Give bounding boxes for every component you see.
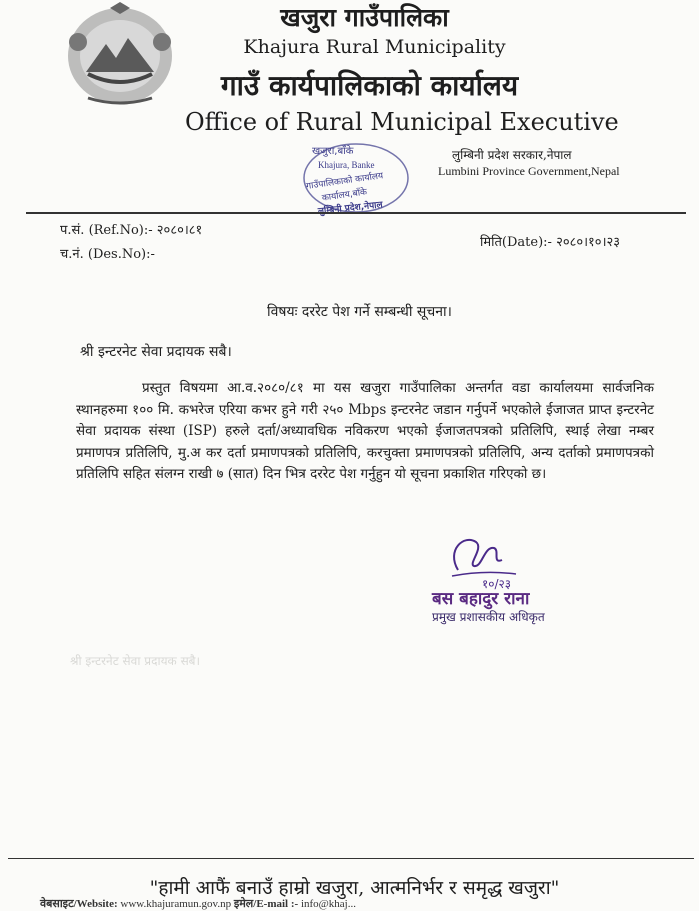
office-name-np: गाउँ कार्यपालिकाको कार्यालय bbox=[220, 69, 519, 102]
office-stamp bbox=[300, 140, 412, 218]
website-label: वेबसाइट/Website: bbox=[40, 898, 118, 910]
header-divider bbox=[26, 212, 686, 214]
stamp-line-2: Khajura, Banke bbox=[318, 160, 375, 170]
date-label: मिति(Date):- bbox=[480, 235, 552, 250]
municipality-name-en: Khajura Rural Municipality bbox=[243, 36, 506, 58]
office-name-en: Office of Rural Municipal Executive bbox=[185, 108, 619, 136]
ref-no bbox=[60, 220, 202, 238]
province-np: लुम्बिनी प्रदेश सरकार,नेपाल bbox=[452, 148, 572, 162]
stamp-line-1: खजुरा,बाँके bbox=[312, 146, 354, 157]
subject-line: विषयः दररेट पेश गर्ने सम्बन्धी सूचना। bbox=[267, 304, 452, 320]
signatory-title: प्रमुख प्रशासकीय अधिकृत bbox=[432, 610, 545, 624]
motto: "हामी आफैं बनाउँ हाम्रो खजुरा, आत्मनिर्भर र समृद्ध खजुरा" bbox=[149, 877, 560, 899]
stamp-line-4: कार्यालय,बाँके bbox=[321, 187, 368, 204]
letter-date bbox=[480, 232, 620, 250]
footer-divider bbox=[8, 858, 694, 859]
des-no: च.नं. (Des.No):- bbox=[60, 247, 155, 262]
province-en: Lumbini Province Government,Nepal bbox=[438, 164, 620, 178]
signatory-name: बस बहादुर राना bbox=[432, 589, 530, 609]
stamp-line-5: लुम्बिनी प्रदेश,नेपाल bbox=[317, 200, 384, 217]
ref-value: २०८०।८१ bbox=[156, 223, 203, 238]
bleed-through-text: श्री इन्टरनेट सेवा प्रदायक सबै। bbox=[70, 654, 201, 668]
stamp-line-3: गाउँपालिकाको कार्यालय bbox=[305, 171, 384, 192]
date-value: २०८०।१०।२३ bbox=[556, 235, 621, 250]
municipality-name-np: खजुरा गाउँपालिका bbox=[280, 3, 449, 32]
email-address[interactable]: info@khaj... bbox=[300, 898, 356, 910]
email-label: इमेल/E-mail :- bbox=[233, 898, 299, 910]
signature-scribble bbox=[444, 530, 524, 592]
footer-contact bbox=[40, 896, 356, 911]
signature-date: १०/२३ bbox=[482, 577, 512, 591]
salutation: श्री इन्टरनेट सेवा प्रदायक सबै। bbox=[80, 344, 232, 360]
website-url[interactable]: www.khajuramun.gov.np bbox=[120, 898, 232, 910]
notice-body: प्रस्तुत विषयमा आ.व.२०८०/८१ मा यस खजुरा गाउँपालिका अन्तर्गत वडा कार्यालयमा सार्वजनिक स्थानहरुमा १०० मि. कभरेज एरिया कभर हुने गरी २५० Mbps इन्टरनेट जडान गर्नुपर्ने भएकोले ईजाजत प्राप्त इन्टरनेट सेवा प्रदायक संस्था (ISP) हरुले दर्ता/अध्यावधिक नविकरण भएको ईजाजतपत्रको प्रतिलिपि, स्थाई लेखा नम्बर प्रमाणपत्र प्रतिलिपि, मु.अ कर दर्ता प्रमाणपत्रको प्रतिलिपि, करचुक्ता प्रमाणपत्रको प्रतिलिपि, अन्य दर्ताको प्रमाणपत्रको प्रतिलिपि सहित संलग्न राखी ७ (सात) दिन भित्र दररेट पेश गर्नुहुन यो सूचना प्रकाशित गरिएको छ। bbox=[76, 380, 654, 482]
ref-label: प.सं. (Ref.No):- bbox=[60, 223, 153, 238]
